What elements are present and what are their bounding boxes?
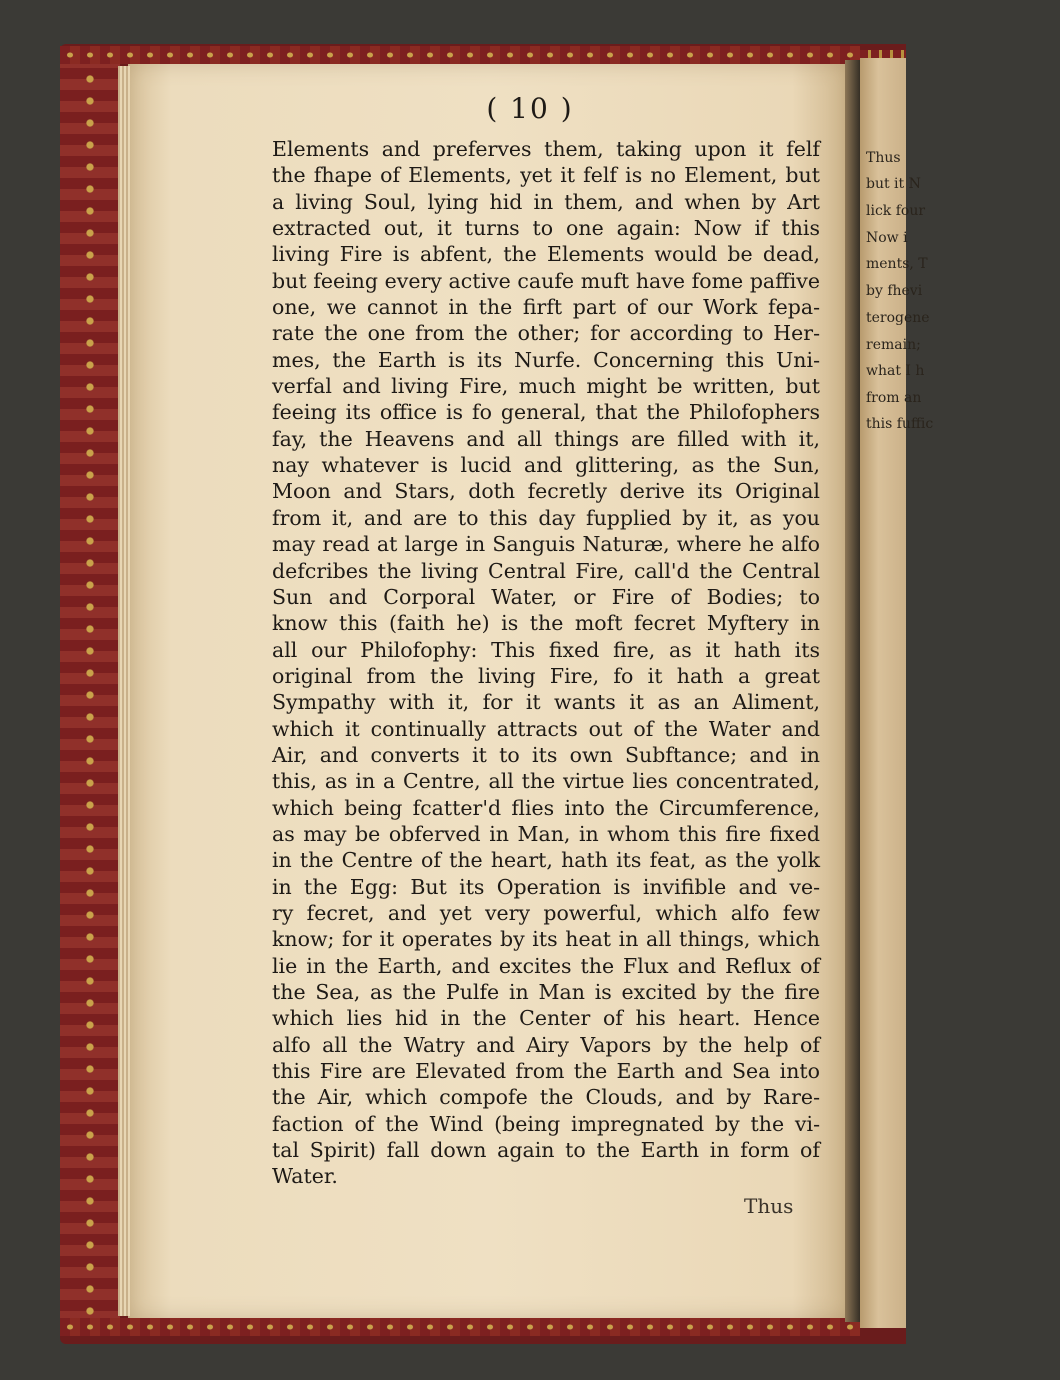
- text-line: the Sea, as the Pulfe in Man is excited by the fire: [272, 980, 820, 1004]
- text-line: in the Egg: But its Operation is invifible and ve-: [272, 874, 820, 899]
- facing-fragment: what I h: [866, 363, 925, 379]
- text-line: verfal and living Fire, much might be written, but: [272, 374, 820, 399]
- text-line: know; for it operates by its heat in all things, which: [272, 927, 820, 952]
- facing-fragment: Now i: [866, 230, 908, 246]
- facing-fragment: by fhevi: [866, 283, 923, 299]
- text-line: faction of the Wind (being impregnated by the vi-: [272, 1111, 820, 1136]
- gilt-border-bottom: [60, 1318, 860, 1336]
- facing-fragment: Thus: [866, 150, 901, 166]
- text-line: as may be obferved in Man, in whom this fire fixed: [272, 821, 820, 846]
- page-number: ( 10 ): [486, 92, 574, 125]
- text-line: which being fcatter'd flies into the Circumference,: [272, 795, 820, 820]
- text-line: defcribes the living Central Fire, call'd the Central: [272, 558, 820, 583]
- text-line: feeing its office is fo general, that the Philofophers: [272, 400, 820, 425]
- text-line: the fhape of Elements, yet it felf is no Element, but: [272, 163, 820, 188]
- facing-fragment: remain;: [866, 337, 921, 353]
- text-line: rate the one from the other; for according to Her-: [272, 321, 820, 346]
- facing-fragment: from an: [866, 390, 922, 406]
- text-line: Elements and preferves them, taking upon it felf: [272, 137, 820, 161]
- text-line: original from the living Fire, fo it hath a great: [272, 663, 820, 688]
- text-line: fay, the Heavens and all things are filled with it,: [272, 426, 820, 451]
- text-line: which lies hid in the Center of his heart. Hence: [272, 1006, 820, 1031]
- facing-fragment: terogene: [866, 310, 930, 326]
- facing-fragment: lick four: [866, 203, 926, 219]
- text-line: from it, and are to this day fupplied by it, as you: [272, 505, 820, 530]
- text-line: ry fecret, and yet very powerful, which alfo few: [272, 900, 820, 925]
- catchword: Thus: [744, 1194, 794, 1218]
- text-line: but feeing every active caufe muft have fome paffive: [272, 268, 820, 293]
- text-line: which it continually attracts out of the Water and: [272, 716, 820, 741]
- page-edges: [118, 66, 130, 1316]
- text-line: Sympathy with it, for it wants it as an Aliment,: [272, 690, 820, 715]
- text-line: living Fire is abfent, the Elements would be dead,: [272, 242, 820, 267]
- text-line: Sun and Corporal Water, or Fire of Bodies; to: [272, 584, 820, 609]
- text-line: Air, and converts it to its own Subftance; and in: [272, 742, 820, 767]
- gilt-border-top: [60, 46, 860, 64]
- text-line: all our Philofophy: This fixed fire, as it hath its: [272, 637, 820, 662]
- text-line: in the Centre of the heart, hath its feat, as the yolk: [272, 848, 820, 873]
- body-text: [272, 136, 820, 1190]
- text-line: tal Spirit) fall down again to the Earth in form of: [272, 1138, 820, 1163]
- text-line: lie in the Earth, and excites the Flux and Reflux of: [272, 953, 820, 978]
- text-line: Moon and Stars, doth fecretly derive its Original: [272, 479, 820, 504]
- text-line: nay whatever is lucid and glittering, as the Sun,: [272, 453, 820, 478]
- facing-fragment: this fuffic: [866, 416, 934, 432]
- text-line: this Fire are Elevated from the Earth and Sea into: [272, 1059, 820, 1084]
- facing-page: [860, 58, 934, 1328]
- text-line: this, as in a Centre, all the virtue lies concentrated,: [272, 769, 820, 794]
- facing-fragment: ments, T: [866, 256, 928, 272]
- text-line: may read at large in Sanguis Naturæ, where he alfo: [272, 532, 820, 557]
- text-line: Water.: [272, 1164, 338, 1189]
- text-line: a living Soul, lying hid in them, and when by Art: [272, 189, 820, 214]
- text-line: know this (faith he) is the moft fecret Myftery in: [272, 611, 820, 636]
- facing-fragment: but it N: [866, 176, 921, 192]
- text-line: alfo all the Watry and Airy Vapors by the help of: [272, 1032, 820, 1057]
- text-line: extracted out, it turns to one again: Now if this: [272, 216, 820, 241]
- text-line: the Air, which compofe the Clouds, and by Rare-: [272, 1085, 820, 1110]
- gilt-border-left: [60, 46, 120, 1336]
- text-line: one, we cannot in the firft part of our Work fepa-: [272, 295, 820, 320]
- gutter-shadow: [845, 60, 861, 1322]
- text-line: mes, the Earth is its Nurfe. Concerning this Uni-: [272, 347, 820, 372]
